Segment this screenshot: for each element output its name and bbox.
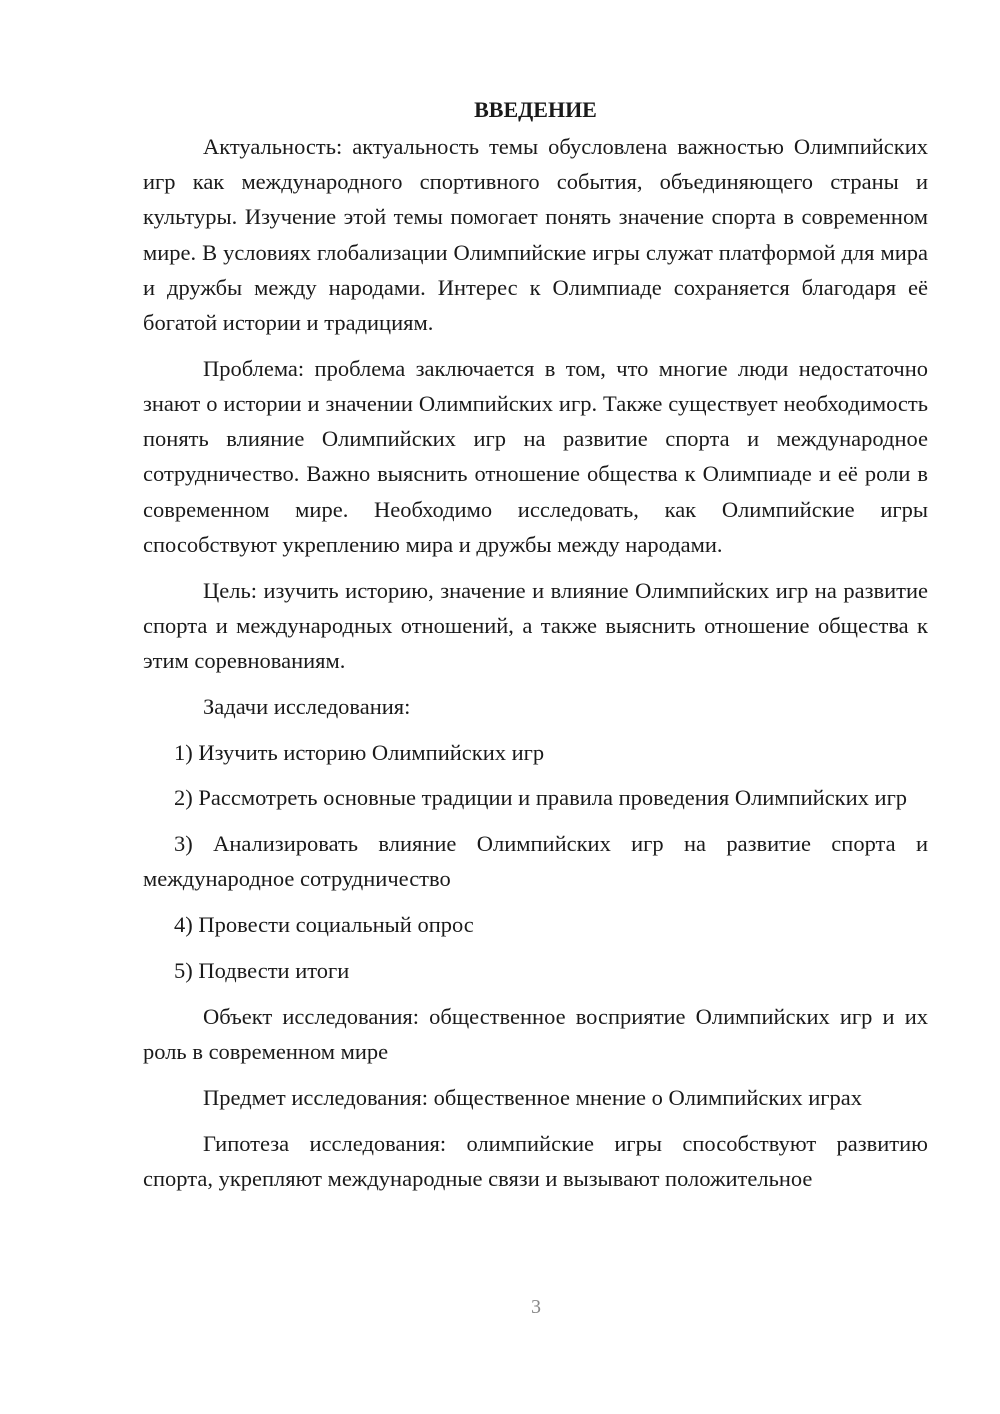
task-item-4: 4) Провести социальный опрос <box>174 912 474 938</box>
problem-paragraph: Проблема: проблема заключается в том, что многие люди недостаточно знают о истории и значении Олимпийских игр. Также существует необходимость понять влияние Олимпийских игр на развитие спорта и международное сотрудничество. Важно выяснить отношение общества к Олимпиаде и её роли в современном мире. Необходимо исследовать, как Олимпийские игры способствуют укреплению мира и дружбы между народами. <box>143 355 928 557</box>
tasks-heading: Задачи исследования: <box>203 693 411 719</box>
document-page <box>143 92 928 1207</box>
section-title: ВВЕДЕНИЕ <box>474 97 597 122</box>
subject-paragraph: Предмет исследования: общественное мнение о Олимпийских играх <box>203 1084 862 1110</box>
goal-paragraph: Цель: изучить историю, значение и влияние Олимпийских игр на развитие спорта и международных отношений, а также выяснить отношение общества к этим соревнованиям. <box>143 577 928 674</box>
relevance-paragraph: Актуальность: актуальность темы обусловлена важностью Олимпийских игр как международного спортивного события, объединяющего страны и культуры. Изучение этой темы помогает понять значение спорта в современном мире. В условиях глобализации Олимпийские игры служат платформой для мира и дружбы между народами. Интерес к Олимпиаде сохраняется благодаря её богатой истории и традициям. <box>143 134 928 336</box>
task-item-2: 2) Рассмотреть основные традиции и правила проведения Олимпийских игр <box>174 785 908 811</box>
task-item-1: 1) Изучить историю Олимпийских игр <box>174 739 545 765</box>
object-paragraph: Объект исследования: общественное восприятие Олимпийских игр и их роль в современном мире <box>143 1003 928 1065</box>
task-item-5: 5) Подвести итоги <box>174 958 350 984</box>
task-item-3: 3) Анализировать влияние Олимпийских игр на развитие спорта и международное сотрудничество <box>143 831 928 892</box>
hypothesis-paragraph: Гипотеза исследования: олимпийские игры способствуют развитию спорта, укрепляют международные связи и вызывают положительное <box>143 1130 928 1191</box>
page-number: 3 <box>531 1296 541 1318</box>
